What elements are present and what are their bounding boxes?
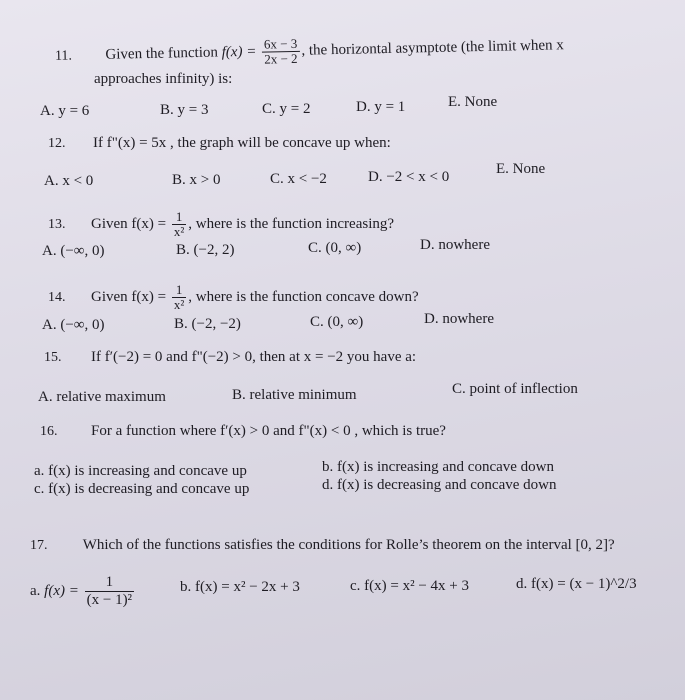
question-11-number: 11. bbox=[54, 48, 73, 64]
question-12-option-d: D. −2 < x < 0 bbox=[368, 169, 450, 185]
question-11-stem bbox=[55, 31, 564, 71]
question-14-number: 14. bbox=[48, 289, 66, 305]
question-17-option-c: c. f(x) = x² − 4x + 3 bbox=[350, 578, 470, 594]
question-14-numerator: 1 bbox=[172, 283, 186, 298]
question-16-option-a: a. f(x) is increasing and concave up bbox=[34, 463, 247, 479]
question-11-function: f(x) = bbox=[221, 43, 257, 61]
question-16-option-c: c. f(x) is decreasing and concave up bbox=[34, 481, 250, 497]
question-14-option-d: D. nowhere bbox=[424, 311, 494, 327]
question-14-fraction bbox=[172, 283, 186, 312]
question-16-stem bbox=[40, 422, 446, 441]
question-14-text: Given f(x) = bbox=[91, 288, 167, 305]
question-11-denominator: 2x − 2 bbox=[264, 50, 298, 67]
question-13-numerator: 1 bbox=[172, 210, 186, 225]
question-17-option-d: d. f(x) = (x − 1)^2/3 bbox=[516, 576, 637, 592]
question-13-text: Given f(x) = bbox=[91, 215, 167, 232]
question-13-denominator: x² bbox=[173, 224, 185, 239]
question-13-fraction bbox=[172, 210, 186, 239]
question-11-text: Given the function bbox=[105, 44, 219, 63]
question-12-option-a: A. x < 0 bbox=[44, 173, 94, 189]
question-12-option-e: E. None bbox=[496, 161, 546, 177]
question-17-stem bbox=[30, 536, 615, 555]
question-13-option-d: D. nowhere bbox=[420, 237, 490, 253]
question-12-option-c: C. x < −2 bbox=[270, 171, 327, 187]
question-15-option-c: C. point of inflection bbox=[452, 381, 578, 397]
question-12-number: 12. bbox=[48, 136, 66, 151]
question-17-option-a-function: f(x) = bbox=[44, 582, 79, 599]
question-11-fraction bbox=[262, 37, 300, 67]
question-16-text: For a function where f′(x) > 0 and f"(x) < 0 , which is true? bbox=[91, 423, 446, 439]
question-14-option-c: C. (0, ∞) bbox=[310, 314, 364, 330]
question-13-option-a: A. (−∞, 0) bbox=[42, 243, 105, 259]
question-11-text-post: , the horizontal asymptote (the limit when x bbox=[301, 37, 564, 59]
question-17-option-a-denominator: (x − 1)² bbox=[86, 592, 133, 608]
question-11-option-d: D. y = 1 bbox=[356, 99, 406, 115]
question-12-option-b: B. x > 0 bbox=[172, 172, 221, 188]
question-14-option-a: A. (−∞, 0) bbox=[42, 317, 105, 333]
question-17-option-a-label: a. bbox=[30, 582, 41, 599]
question-12-stem bbox=[48, 134, 391, 153]
question-12-text: If f"(x) = 5x , the graph will be concave up when: bbox=[93, 135, 391, 151]
question-11-option-c: C. y = 2 bbox=[262, 101, 311, 117]
question-17-option-a bbox=[30, 574, 136, 609]
question-14-text-post: , where is the function concave down? bbox=[188, 288, 419, 305]
question-17-text: Which of the functions satisfies the conditions for Rolle’s theorem on the interval [0, 2]? bbox=[82, 537, 615, 553]
question-13-stem bbox=[48, 210, 394, 239]
question-16-number: 16. bbox=[40, 424, 58, 439]
question-13-number: 13. bbox=[48, 216, 66, 232]
question-11-stem-line2: approaches infinity) is: bbox=[94, 71, 233, 87]
question-13-text-post: , where is the function increasing? bbox=[188, 215, 395, 232]
question-14-stem bbox=[48, 283, 419, 312]
question-15-option-b: B. relative minimum bbox=[232, 387, 357, 403]
question-11-numerator: 6x − 3 bbox=[262, 37, 300, 53]
question-14-denominator: x² bbox=[173, 297, 185, 312]
question-11-option-e: E. None bbox=[448, 94, 498, 110]
question-16-option-d: d. f(x) is decreasing and concave down bbox=[322, 477, 557, 493]
question-17-option-a-fraction bbox=[85, 574, 134, 609]
question-15-number: 15. bbox=[44, 350, 62, 365]
question-11-option-b: B. y = 3 bbox=[160, 102, 209, 118]
question-14-option-b: B. (−2, −2) bbox=[174, 316, 241, 332]
question-17-option-b: b. f(x) = x² − 2x + 3 bbox=[180, 579, 300, 595]
question-15-text: If f′(−2) = 0 and f"(−2) > 0, then at x = −2 you have a: bbox=[91, 349, 417, 365]
question-17-option-a-numerator: 1 bbox=[85, 574, 134, 592]
question-11-option-a: A. y = 6 bbox=[40, 103, 90, 119]
question-13-option-c: C. (0, ∞) bbox=[308, 240, 362, 256]
question-15-stem bbox=[44, 348, 416, 367]
question-17-number: 17. bbox=[30, 538, 48, 553]
question-16-option-b: b. f(x) is increasing and concave down bbox=[322, 459, 555, 475]
question-13-option-b: B. (−2, 2) bbox=[176, 242, 235, 258]
question-15-option-a: A. relative maximum bbox=[38, 389, 166, 405]
